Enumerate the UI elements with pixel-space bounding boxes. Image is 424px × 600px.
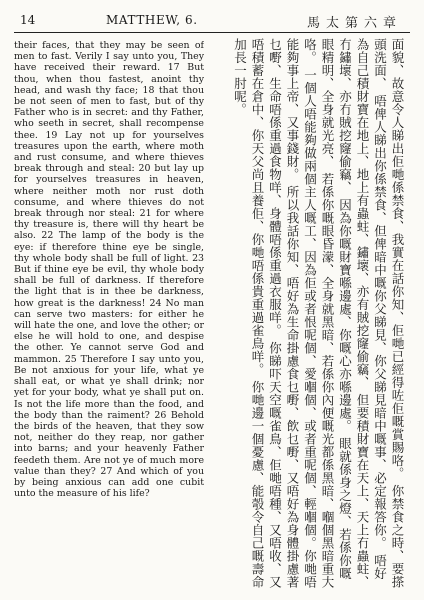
chinese-verse: 面貌、故意令人睇出佢哋係禁食、我實在話你知、佢哋已經得咗佢嘅賞賜咯。 [390,38,405,485]
chinese-verse: 唔好為自己積財寶在地上、地上有蟲蛀、鏽壞、亦有賊挖窿偷竊、 [355,38,388,580]
english-verse: 24 No man can serve two masters: for either he will hate the one, and love the other; or else he will hold to one, and despise the other. Ye cannot serve God and mammon. [14,297,204,365]
chinese-verse: 所以我話你知、唔好為生命掛慮食乜嘢、飲乜嘢、又唔好為身體掛慮著乜嘢、生命唔係重過食物咩、身體唔係重過衣服咩。 [267,38,300,589]
chinese-verse: 因為你嘅財寶喺邊處、你嘅心亦喺邊處。 [337,198,353,437]
english-verse: their faces, that they may be seen of men to fast. Verily I say unto you, They have received their reward. [14,40,204,74]
chinese-text-column [206,38,406,592]
book-chapter-heading: MATTHEW, 6. [106,13,198,27]
english-verse: 18 that thou be not seen of men to fast, but of thy Father who is in secret: and thy Father, who seeth in secret, shall recompense thee. [14,84,204,141]
chinese-verse: 唔俾人睇出你係禁食、但俾暗中嘅你父睇見、你父睇見暗中嘅事、必定報答你。 [372,94,388,554]
english-verse: 17 But thou, when thou fastest, anoint thy head, and wash thy face; [14,62,204,96]
english-verse: 20 but lay up for yourselves treasures in heaven, where neither moth nor rust doth consume, and where thieves do not break through nor steal: [14,163,204,220]
chinese-verse: 一個人唔能夠做兩個主人嘅工、因為佢或者恨呢個、愛嗰個、或者重呢個、輕嗰個。你哋唔能夠事上帝、又事錢財。 [285,38,318,589]
page-header [14,10,410,33]
english-verse: 23 But if thine eye be evil, thy whole body shall be full of darkness. If therefore the light that is in thee be darkness, how great is the darkness! [14,252,204,309]
chinese-verse: 你睇吓天空嘅雀鳥、佢哋唔種、又唔收、又唔積蓄在倉中、你天父尚且養佢、你哋唔係貴重過雀鳥咩。 [250,38,283,589]
chinese-verse: 但要積財寶在天上、天上冇蟲蛀、冇鏽壞、亦冇賊挖窿偷竊、 [337,38,370,589]
english-verse: 19 Lay not up for yourselves treasures upon the earth, where moth and rust consume, and where thieves break through and steal: [14,129,204,175]
chinese-verse: 眼就係身之燈、若係你嘅眼精明、全身就光亮、 [320,38,353,580]
chinese-verse: 若係你嘅眼昏濛、全身就黑暗、若係你內便嘅光都係黑暗、嗰個黑暗重大咯。 [302,38,335,589]
english-verse: 27 And which of you by being anxious can add one cubit unto the measure of his life? [14,465,204,500]
english-verse: 21 for where thy treasure is, there will thy heart be also. [14,208,204,242]
page-number: 14 [20,13,36,27]
english-verse: 26 Behold the birds of the heaven, that they sow not, neither do they reap, nor gather into barns; and your heavenly Father feedeth them. Are not ye of much more value than they? [14,409,204,477]
english-text-column [14,40,204,592]
chinese-verse: 你哋邊一個憂慮、能彀令自己嘅壽命加長一肘呢。 [232,38,265,589]
chinese-verse: 你禁食之時、要搽頭洗面、 [372,38,405,589]
english-verse: 25 Therefore I say unto you, Be not anxious for your life, what ye shall eat, or what ye shall drink; nor yet for your body, what ye shall put on. Is not the life more than the food, and the body than the raiment? [14,353,204,421]
chinese-chapter-heading: 馬太第六章 [306,16,402,31]
english-verse: 22 The lamp of the body is the eye: if therefore thine eye be single, thy whole body shall be full of light. [14,230,204,264]
